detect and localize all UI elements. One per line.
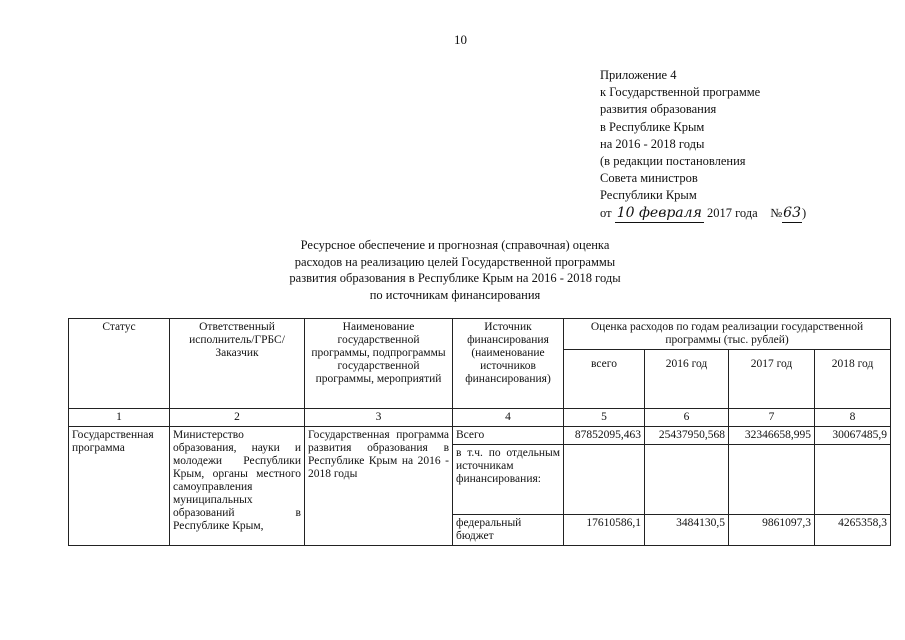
column-number: 8 <box>815 409 891 427</box>
value-cell: 32346658,995 <box>729 427 815 445</box>
column-number: 5 <box>564 409 645 427</box>
header-funding-source: Источник финансирования (наименование источников финансирования) <box>453 319 564 409</box>
number-label: № <box>770 205 783 220</box>
value-cell: 87852095,463 <box>564 427 645 445</box>
table-row <box>69 427 891 445</box>
header-cost-estimate: Оценка расходов по годам реализации государственной программы (тыс. рублей) <box>564 319 891 350</box>
from-label: от <box>600 205 612 220</box>
source-cell: в т.ч. по отдельным источникам финансирования: <box>453 445 564 515</box>
appendix-line: развития образования <box>600 102 717 117</box>
resolution-date-line <box>600 205 806 223</box>
column-number: 4 <box>453 409 564 427</box>
value-cell: 9861097,3 <box>729 515 815 546</box>
value-cell: 25437950,568 <box>645 427 729 445</box>
header-year-2016: 2016 год <box>645 350 729 409</box>
title-line: развития образования в Республике Крым на 2016 - 2018 годы <box>289 271 621 285</box>
value-cell <box>815 445 891 515</box>
executor-cell: Министерство образования, науки и молодежи Республики Крым, органы местного самоуправления муниципальных образований в Республике Крым, <box>170 427 305 546</box>
header-status: Статус <box>69 319 170 409</box>
appendix-line: Республики Крым <box>600 188 697 203</box>
table-header-row <box>69 319 891 350</box>
column-number: 2 <box>170 409 305 427</box>
appendix-line: Приложение 4 <box>600 68 677 82</box>
source-cell: федеральный бюджет <box>453 515 564 546</box>
appendix-line: на 2016 - 2018 годы <box>600 136 705 151</box>
value-cell <box>645 445 729 515</box>
document-title <box>230 237 680 303</box>
value-cell: 30067485,9 <box>815 427 891 445</box>
resources-table <box>68 318 891 546</box>
column-number: 3 <box>305 409 453 427</box>
status-cell: Государственная программа <box>69 427 170 546</box>
value-cell <box>564 445 645 515</box>
appendix-line: (в редакции постановления <box>600 154 746 169</box>
header-total: всего <box>564 350 645 409</box>
appendix-line: Совета министров <box>600 171 698 186</box>
value-cell: 3484130,5 <box>645 515 729 546</box>
value-cell: 17610586,1 <box>564 515 645 546</box>
column-number: 1 <box>69 409 170 427</box>
program-name-cell: Государственная программа развития образования в Республике Крым на 2016 - 2018 годы <box>305 427 453 546</box>
handwritten-date: 10 февраля <box>615 205 704 223</box>
header-executor: Ответственный исполнитель/ГРБС/ Заказчик <box>170 319 305 409</box>
column-number: 7 <box>729 409 815 427</box>
title-line: расходов на реализацию целей Государственной программы <box>294 254 616 269</box>
header-year-2018: 2018 год <box>815 350 891 409</box>
appendix-line: в Республике Крым <box>600 119 705 134</box>
page-number: 10 <box>454 32 467 47</box>
column-number: 6 <box>645 409 729 427</box>
appendix-line: к Государственной программе <box>600 85 761 100</box>
closing-paren: ) <box>801 205 807 220</box>
header-program-name: Наименование государственной программы, подпрограммы государственной программы, мероприятий <box>305 319 453 409</box>
column-numbers-row <box>69 409 891 427</box>
year-label: 2017 года <box>706 205 758 220</box>
title-line: Ресурсное обеспечение и прогнозная (справочная) оценка <box>300 238 610 252</box>
title-line: по источникам финансирования <box>369 287 541 302</box>
value-cell <box>729 445 815 515</box>
appendix-block <box>600 67 806 223</box>
source-cell: Всего <box>453 427 564 445</box>
handwritten-number: 63 <box>782 205 802 223</box>
header-year-2017: 2017 год <box>729 350 815 409</box>
value-cell: 4265358,3 <box>815 515 891 546</box>
